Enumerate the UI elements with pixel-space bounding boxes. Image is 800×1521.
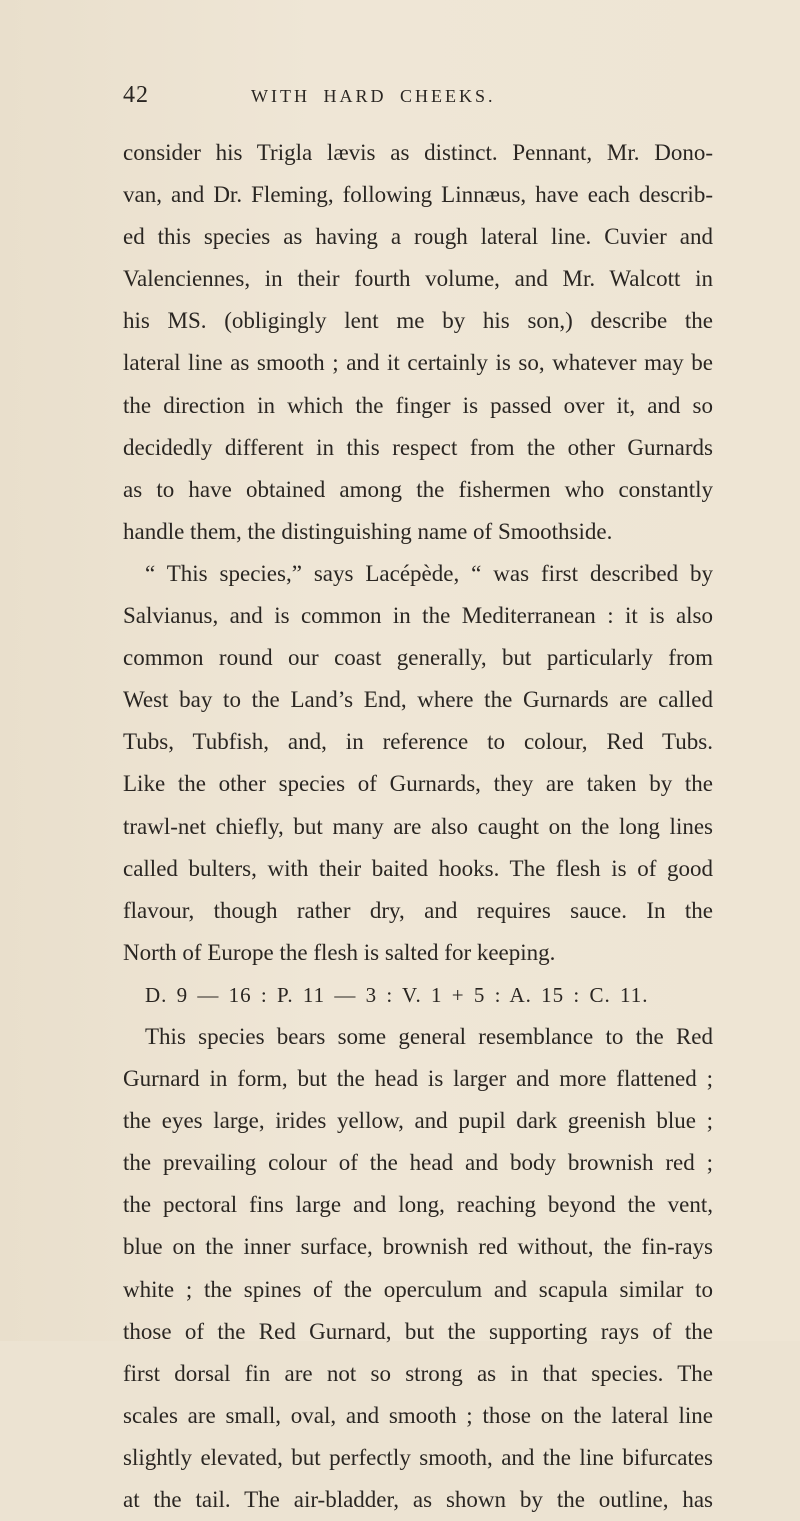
text-line: Gurnard in form, but the head is larger and more flattened ; xyxy=(123,1066,713,1092)
text-line: consider his Trigla lævis as distinct. Pennant, Mr. Dono- xyxy=(123,140,713,165)
running-head: WITH HARD CHEEKS. xyxy=(251,86,496,106)
text-line: This species bears some general resemblance to the Red xyxy=(145,1023,713,1049)
text-line: handle them, the distinguishing name of Smoothside. xyxy=(123,518,613,544)
text-line: his MS. (obligingly lent me by his son,) describe the xyxy=(123,308,713,334)
page-header xyxy=(123,82,713,112)
text-line: the pectoral fins large and long, reaching beyond the vent, xyxy=(123,1192,713,1218)
text-line: Valenciennes, in their fourth volume, and Mr. Walcott in xyxy=(123,266,713,292)
text-line: slightly elevated, but perfectly smooth, and the line bifurcates xyxy=(123,1444,713,1470)
text-line: Tubs, Tubfish, and, in reference to colour, Red Tubs. xyxy=(123,729,713,755)
text-line: first dorsal fin are not so strong as in that species. The xyxy=(123,1360,713,1386)
text-line: white ; the spines of the operculum and scapula similar to xyxy=(123,1276,713,1302)
text-line: called bulters, with their baited hooks. The flesh is of good xyxy=(123,855,713,881)
text-line: flavour, though rather dry, and requires sauce. In the xyxy=(123,897,713,923)
page-number: 42 xyxy=(123,82,149,108)
text-line: at the tail. The air-bladder, as shown by the outline, has xyxy=(123,1487,713,1512)
text-line: common round our coast generally, but particularly from xyxy=(123,645,713,671)
text-line: North of Europe the flesh is salted for keeping. xyxy=(123,939,556,965)
text-line: the eyes large, irides yellow, and pupil dark greenish blue ; xyxy=(123,1108,713,1134)
text-line: West bay to the Land’s End, where the Gurnards are called xyxy=(123,687,713,713)
text-line: decidedly different in this respect from the other Gurnards xyxy=(123,434,713,460)
fin-formula: D. 9 — 16 : P. 11 — 3 : V. 1 + 5 : A. 15 : C. 11. xyxy=(145,982,649,1007)
text-line: “ This species,” says Lacépède, “ was first described by xyxy=(145,560,713,586)
text-line: the direction in which the finger is passed over it, and so xyxy=(123,392,713,418)
text-line: scales are small, oval, and smooth ; those on the lateral line xyxy=(123,1402,713,1428)
text-line: trawl-net chiefly, but many are also caught on the long lines xyxy=(123,813,713,839)
text-line: ed this species as having a rough lateral line. Cuvier and xyxy=(123,224,713,250)
text-line: Salvianus, and is common in the Mediterranean : it is also xyxy=(123,603,713,629)
text-line: as to have obtained among the fishermen who constantly xyxy=(123,476,713,502)
text-line: those of the Red Gurnard, but the supporting rays of the xyxy=(123,1318,713,1344)
text-line: blue on the inner surface, brownish red without, the fin-rays xyxy=(123,1234,713,1260)
text-line: lateral line as smooth ; and it certainly is so, whatever may be xyxy=(123,350,713,376)
text-line: the prevailing colour of the head and body brownish red ; xyxy=(123,1150,713,1176)
body-text xyxy=(123,132,713,1521)
text-line: Like the other species of Gurnards, they are taken by the xyxy=(123,771,713,797)
text-line: van, and Dr. Fleming, following Linnæus, have each describ- xyxy=(123,182,713,208)
